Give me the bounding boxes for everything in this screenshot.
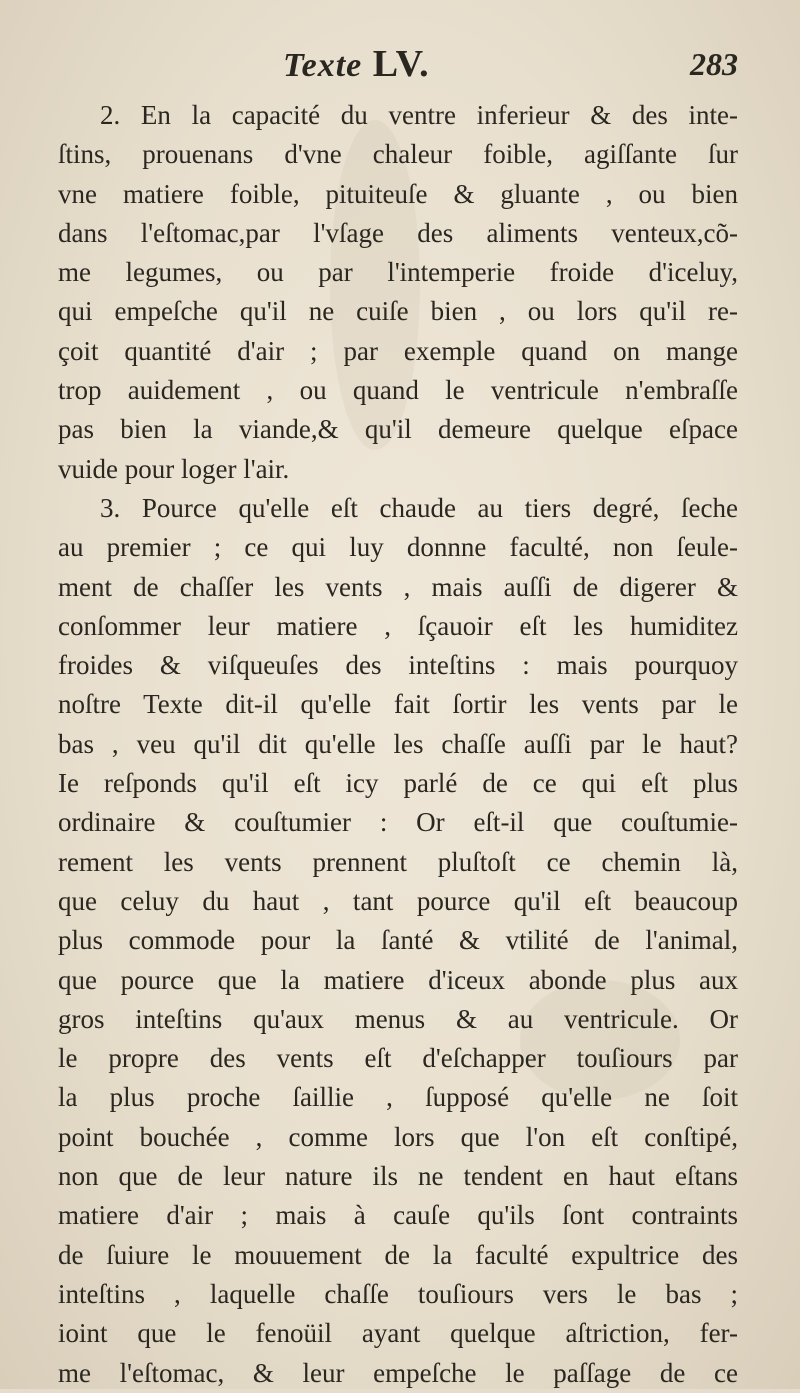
text-line: le propre des vents eſt d'eſchapper touſiours par — [58, 1043, 738, 1074]
text-line: me l'eſtomac, & leur empeſche le paſſage de ce — [58, 1357, 738, 1388]
text-line: froides & viſqueuſes des inteſtins : mais pourquoy — [58, 650, 738, 681]
text-line: la plus proche ſaillie , ſupposé qu'elle ne ſoit — [58, 1082, 738, 1113]
text-line: me legumes, ou par l'intemperie froide d'iceluy, — [58, 257, 738, 288]
text-line: matiere d'air ; mais à cauſe qu'ils ſont contraints — [58, 1200, 738, 1231]
text-line: conſommer leur matiere , ſçauoir eſt les humiditez — [58, 610, 738, 641]
page-header — [0, 40, 800, 100]
text-line: plus commode pour la ſanté & vtilité de l'animal, — [58, 925, 738, 956]
text-line: bas , veu qu'il dit qu'elle les chaſſe auſſi par le haut? — [58, 728, 738, 759]
text-line: 2. En la capacité du ventre inferieur & des inte- — [100, 100, 738, 130]
text-line: ſtins, prouenans d'vne chaleur foible, agiſſante ſur — [58, 139, 738, 170]
running-head-word: Texte — [283, 47, 363, 84]
text-line: gros inteſtins qu'aux menus & au ventricule. Or — [58, 1003, 738, 1034]
text-line: çoit quantité d'air ; par exemple quand on mange — [58, 335, 738, 366]
text-line: 3. Pource qu'elle eſt chaude au tiers degré, ſeche — [100, 492, 738, 523]
text-line: qui empeſche qu'il ne cuiſe bien , ou lors qu'il re- — [58, 296, 738, 327]
text-line: inteſtins , laquelle chaſſe touſiours vers le bas ; — [58, 1278, 738, 1309]
text-line: Ie reſponds qu'il eſt icy parlé de ce qui eſt plus — [58, 768, 738, 799]
text-line: au premier ; ce qui luy donnne faculté, non ſeule- — [58, 532, 738, 563]
text-line: noſtre Texte dit-il qu'elle fait ſortir les vents par le — [58, 689, 738, 720]
page-number: 283 — [690, 46, 738, 82]
text-line: que celuy du haut , tant pource qu'il eſt beaucoup — [58, 885, 738, 916]
text-line: ordinaire & couſtumier : Or eſt-il que couſtumie- — [58, 807, 738, 838]
text-line: vuide pour loger l'air. — [58, 453, 290, 484]
text-line: vne matiere foible, pituiteuſe & gluante , ou bien — [58, 178, 738, 209]
text-line: ment de chaſſer les vents , mais auſſi de digerer & — [58, 571, 738, 602]
text-line: que pource que la matiere d'iceux abonde plus aux — [58, 964, 738, 995]
text-line: trop auidement , ou quand le ventricule n'embraſſe — [58, 375, 738, 406]
text-line: ioint que le fenoüil ayant quelque aſtriction, fer- — [58, 1318, 738, 1349]
text-line: dans l'eſtomac,par l'vſage des aliments venteux,cõ- — [58, 217, 738, 248]
running-head-number: LV. — [372, 43, 430, 85]
body-text — [58, 96, 738, 1393]
text-line: de ſuiure le mouuement de la faculté expultrice des — [58, 1239, 738, 1270]
text-line: pas bien la viande,& qu'il demeure quelque eſpace — [58, 414, 738, 445]
text-line: rement les vents prennent pluſtoſt ce chemin là, — [58, 846, 738, 877]
running-head — [283, 42, 430, 86]
text-line: non que de leur nature ils ne tendent en haut eſtans — [58, 1161, 738, 1192]
text-line: point bouchée , comme lors que l'on eſt conſtipé, — [58, 1121, 738, 1152]
